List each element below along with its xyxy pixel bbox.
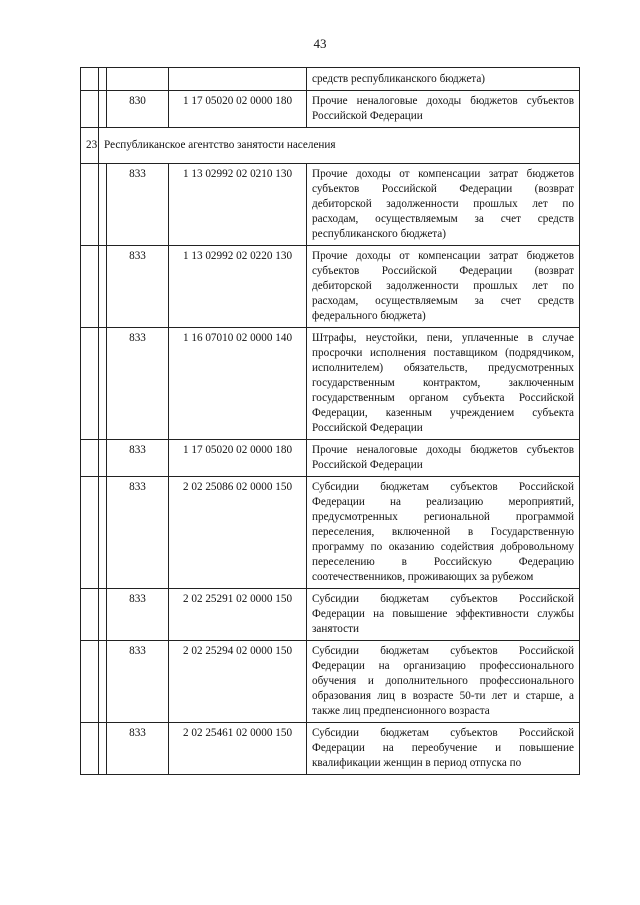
revenue-code-cell: 2 02 25461 02 0000 150 bbox=[169, 723, 307, 775]
admin-code-cell: 833 bbox=[107, 440, 169, 477]
table-row bbox=[81, 641, 580, 723]
admin-code-cell: 833 bbox=[107, 641, 169, 723]
revenue-code-cell: 2 02 25291 02 0000 150 bbox=[169, 589, 307, 641]
revenue-table bbox=[80, 67, 580, 775]
spacer-cell bbox=[99, 723, 107, 775]
admin-code-cell: 830 bbox=[107, 91, 169, 128]
admin-code-cell: 833 bbox=[107, 246, 169, 328]
spacer-cell bbox=[99, 589, 107, 641]
table-row bbox=[81, 440, 580, 477]
row-number-cell bbox=[81, 68, 99, 91]
description-cell: Прочие неналоговые доходы бюджетов субъектов Российской Федерации bbox=[307, 91, 580, 128]
spacer-cell bbox=[99, 641, 107, 723]
table-row bbox=[81, 68, 580, 91]
admin-code-cell: 833 bbox=[107, 164, 169, 246]
spacer-cell bbox=[99, 477, 107, 589]
description-cell: Субсидии бюджетам субъектов Российской Федерации на реализацию мероприятий, предусмотренных региональной программой переселения, включенной в Государственную программу по оказанию содействия добровольному переселению в Российскую Федерацию соотечественников, проживающих за рубежом bbox=[307, 477, 580, 589]
section-title: Республиканское агентство занятости населения bbox=[99, 128, 580, 164]
revenue-code-cell: 2 02 25086 02 0000 150 bbox=[169, 477, 307, 589]
row-number-cell bbox=[81, 477, 99, 589]
section-row bbox=[81, 128, 580, 164]
admin-code-cell: 833 bbox=[107, 589, 169, 641]
spacer-cell bbox=[99, 68, 107, 91]
table-row bbox=[81, 477, 580, 589]
spacer-cell bbox=[99, 246, 107, 328]
revenue-code-cell: 2 02 25294 02 0000 150 bbox=[169, 641, 307, 723]
page-number: 43 bbox=[313, 36, 327, 51]
description-cell: Прочие доходы от компенсации затрат бюджетов субъектов Российской Федерации (возврат дебиторской задолженности прошлых лет по расходам, осуществляемым за счет средств федерального бюджета) bbox=[307, 246, 580, 328]
description-cell: Субсидии бюджетам субъектов Российской Федерации на повышение эффективности службы занятости bbox=[307, 589, 580, 641]
spacer-cell bbox=[99, 91, 107, 128]
row-number-cell bbox=[81, 641, 99, 723]
revenue-code-cell: 1 17 05020 02 0000 180 bbox=[169, 440, 307, 477]
table-row bbox=[81, 328, 580, 440]
table-row bbox=[81, 589, 580, 641]
revenue-code-cell bbox=[169, 68, 307, 91]
revenue-code-cell: 1 13 02992 02 0220 130 bbox=[169, 246, 307, 328]
row-number-cell bbox=[81, 723, 99, 775]
row-number-cell bbox=[81, 589, 99, 641]
admin-code-cell: 833 bbox=[107, 328, 169, 440]
admin-code-cell bbox=[107, 68, 169, 91]
row-number-cell bbox=[81, 164, 99, 246]
revenue-code-cell: 1 17 05020 02 0000 180 bbox=[169, 91, 307, 128]
description-cell: Прочие доходы от компенсации затрат бюджетов субъектов Российской Федерации (возврат дебиторской задолженности прошлых лет по расходам, осуществляемым за счет средств республиканского бюджета) bbox=[307, 164, 580, 246]
row-number-cell bbox=[81, 440, 99, 477]
revenue-code-cell: 1 16 07010 02 0000 140 bbox=[169, 328, 307, 440]
table-row bbox=[81, 723, 580, 775]
table-row bbox=[81, 164, 580, 246]
table-row bbox=[81, 246, 580, 328]
row-number-cell bbox=[81, 91, 99, 128]
description-cell: Субсидии бюджетам субъектов Российской Федерации на переобучение и повышение квалификации женщин в период отпуска по bbox=[307, 723, 580, 775]
table-row bbox=[81, 91, 580, 128]
admin-code-cell: 833 bbox=[107, 477, 169, 589]
description-cell: Штрафы, неустойки, пени, уплаченные в случае просрочки исполнения поставщиком (подрядчиком, исполнителем) обязательств, предусмотренных государственным контрактом, заключенным государственным органом субъекта Российской Федерации, казенным учреждением субъекта Российской Федерации bbox=[307, 328, 580, 440]
revenue-code-cell: 1 13 02992 02 0210 130 bbox=[169, 164, 307, 246]
description-cell: Субсидии бюджетам субъектов Российской Федерации на организацию профессионального обучения и дополнительного профессионального образования лиц в возрасте 50-ти лет и старше, а также лиц предпенсионного возраста bbox=[307, 641, 580, 723]
description-cell: средств республиканского бюджета) bbox=[307, 68, 580, 91]
spacer-cell bbox=[99, 164, 107, 246]
admin-code-cell: 833 bbox=[107, 723, 169, 775]
spacer-cell bbox=[99, 440, 107, 477]
description-cell: Прочие неналоговые доходы бюджетов субъектов Российской Федерации bbox=[307, 440, 580, 477]
row-number-cell bbox=[81, 328, 99, 440]
section-number: 23 bbox=[81, 128, 99, 164]
spacer-cell bbox=[99, 328, 107, 440]
row-number-cell bbox=[81, 246, 99, 328]
